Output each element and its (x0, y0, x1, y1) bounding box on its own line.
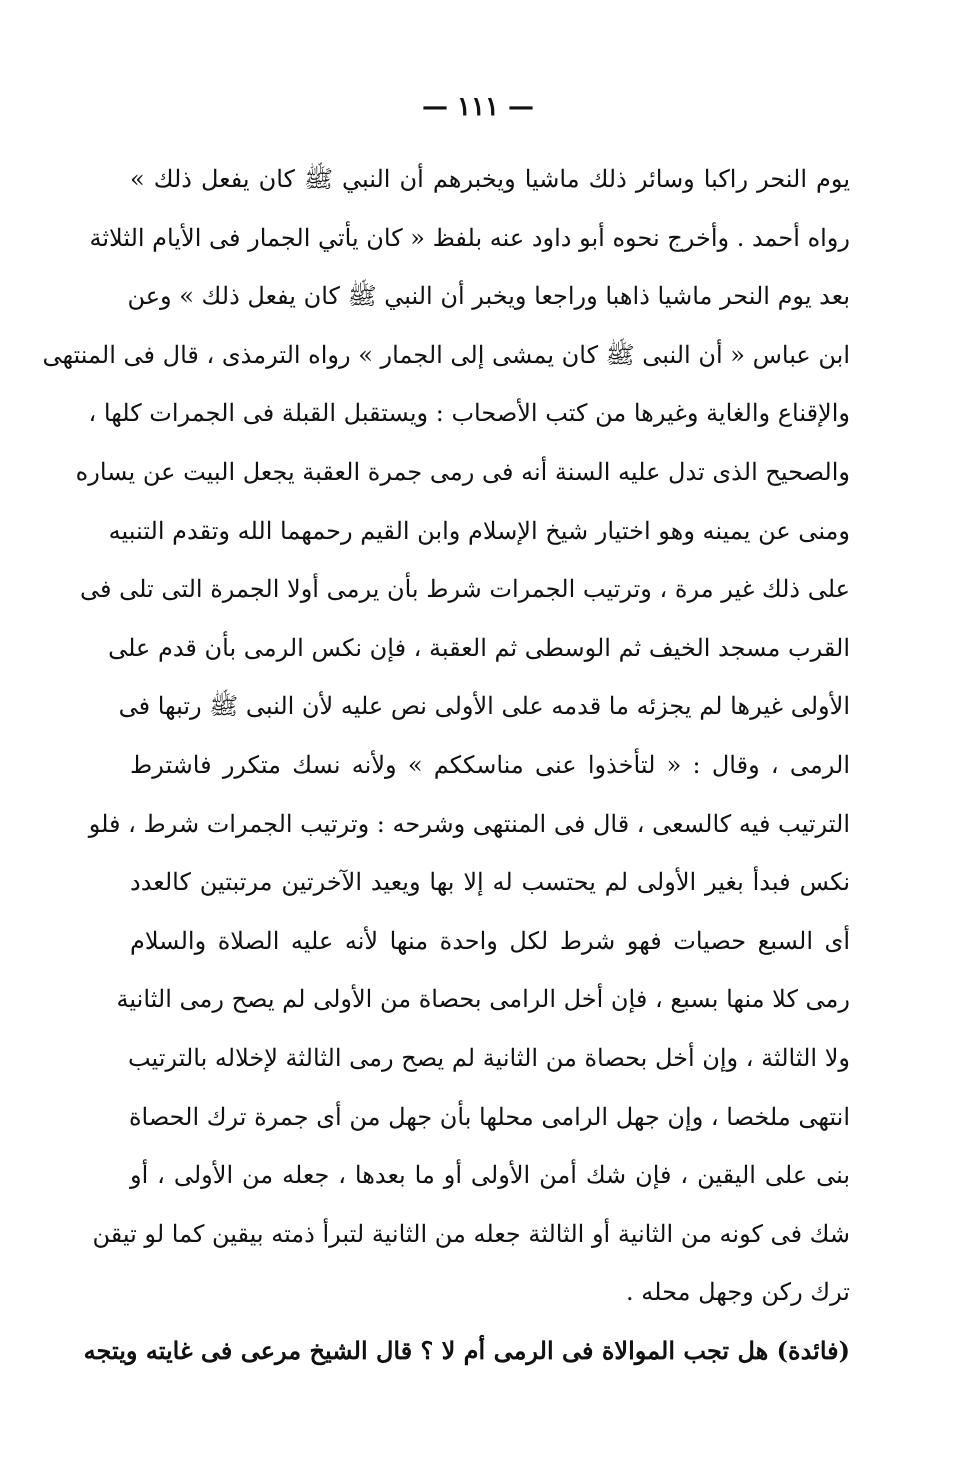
text-line: والصحيح الذى تدل عليه السنة أنه فى رمى جمرة العقبة يجعل البيت عن يساره (75, 457, 850, 486)
text-line: رواه أحمد . وأخرج نحوه أبو داود عنه بلفظ « كان يأتي الجمار فى الأيام الثلاثة (89, 223, 850, 252)
text-line: بنى على اليقين ، فإن شك أمن الأولى أو ما بعدها ، جعله من الأولى ، أو (130, 1161, 850, 1190)
text-line: ابن عباس « أن النبى ﷺ كان يمشى إلى الجمار » رواه الترمذى ، قال فى المنتهى (42, 340, 850, 369)
text-line: ولا الثالثة ، وإن أخل بحصاة من الثانية لم يصح رمى الثالثة لإخلاله بالترتيب (127, 1043, 850, 1072)
text-line: أى السبع حصيات فهو شرط لكل واحدة منها لأنه عليه الصلاة والسلام (130, 926, 850, 955)
text-line: ومنى عن يمينه وهو اختيار شيخ الإسلام وابن القيم رحمهما الله وتقدم التنبيه (108, 516, 850, 545)
page-number: — ١١١ — (421, 92, 535, 122)
text-line: الرمى ، وقال : « لتأخذوا عنى مناسككم » ولأنه نسك متكرر فاشترط (130, 750, 850, 779)
text-line: نكس فبدأ بغير الأولى لم يحتسب له إلا بها ويعيد الآخرتين مرتبتين كالعدد (130, 868, 850, 897)
text-line: على ذلك غير مرة ، وترتيب الجمرات شرط بأن يرمى أولا الجمرة التى تلى فى (80, 575, 850, 604)
text-line: انتهى ملخصا ، وإن جهل الرامى محلها بأن جهل من أى جمرة ترك الحصاة (128, 1102, 850, 1131)
text-line: شك فى كونه من الثانية أو الثالثة جعله من الثانية لتبرأ ذمته بيقين كما لو تيقن (92, 1219, 850, 1248)
text-line: القرب مسجد الخيف ثم الوسطى ثم العقبة ، فإن نكس الرمى بأن قدم على (108, 633, 850, 662)
text-line: بعد يوم النحر ماشيا ذاهبا وراجعا ويخبر أن النبي ﷺ كان يفعل ذلك » وعن (127, 282, 850, 311)
note-line: (فائدة) هل تجب الموالاة فى الرمى أم لا ؟ قال الشيخ مرعى فى غايته ويتجه (83, 1335, 850, 1365)
text-line: والإقناع والغاية وغيرها من كتب الأصحاب : ويستقبل القبلة فى الجمرات كلها ، (88, 399, 850, 428)
body-text (42, 150, 850, 1380)
text-line: ترك ركن وجهل محله . (626, 1278, 850, 1307)
text-line: الأولى غيرها لم يجزئه ما قدمه على الأولى نص عليه لأن النبى ﷺ رتبها فى (118, 692, 850, 721)
text-line: الترتيب فيه كالسعى ، قال فى المنتهى وشرحه : وترتيب الجمرات شرط ، فلو (88, 809, 850, 838)
text-line: يوم النحر راكبا وسائر ذلك ماشيا ويخبرهم أن النبي ﷺ كان يفعل ذلك » (130, 165, 850, 193)
text-line: رمى كلا منها بسبع ، فإن أخل الرامى بحصاة من الأولى لم يصح رمى الثانية (116, 985, 850, 1014)
